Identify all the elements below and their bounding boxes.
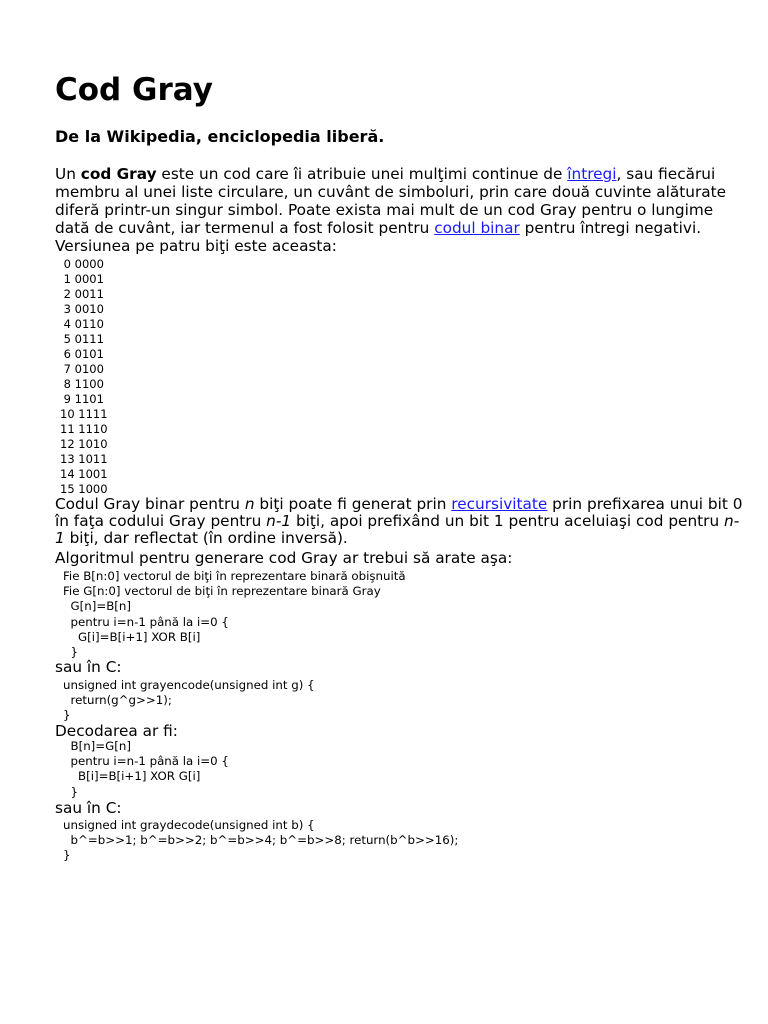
gray-code-row: 2 0011 bbox=[60, 287, 104, 301]
gray-code-table bbox=[60, 257, 108, 497]
gray-code-row: 5 0111 bbox=[60, 332, 104, 346]
code-line: unsigned int graydecode(unsigned int b) { bbox=[63, 818, 315, 832]
gray-code-row: 7 0100 bbox=[60, 362, 104, 376]
decode-algorithm-code bbox=[63, 739, 229, 800]
code-line: } bbox=[63, 708, 71, 723]
para2-text-1: Codul Gray binar pentru bbox=[55, 495, 245, 513]
para2-italic-n-1: n-1 bbox=[266, 512, 292, 530]
intro-bold-term: cod Gray bbox=[80, 165, 157, 183]
gray-code-row: 14 1001 bbox=[60, 467, 108, 481]
link-intregi[interactable]: întregi bbox=[567, 165, 617, 183]
c-encode-label: sau în C: bbox=[55, 658, 122, 676]
code-line: pentru i=n-1 până la i=0 { bbox=[63, 754, 229, 769]
link-recursivitate[interactable]: recursivitate bbox=[451, 495, 548, 513]
intro-text-4: pentru întregi negativi. Versiunea pe patru biţi este aceasta: bbox=[55, 219, 702, 255]
code-line: B[n]=G[n] bbox=[63, 739, 131, 753]
code-line: G[n]=B[n] bbox=[63, 599, 131, 614]
gray-code-row: 15 1000 bbox=[60, 482, 108, 496]
para2-text-4: biţi, apoi prefixând un bit 1 pentru aceluiaşi cod pentru bbox=[291, 512, 725, 530]
code-line: B[i]=B[i+1] XOR G[i] bbox=[63, 769, 201, 784]
para2-text-3: prin prefixarea unui bit 0 în faţa codului Gray pentru bbox=[55, 495, 743, 530]
c-decode-code bbox=[63, 818, 458, 864]
gray-code-row: 6 0101 bbox=[60, 347, 104, 361]
gray-code-row: 0 0000 bbox=[60, 257, 104, 271]
intro-paragraph bbox=[55, 165, 745, 255]
gray-code-row: 10 1111 bbox=[60, 407, 108, 421]
gray-code-row: 12 1010 bbox=[60, 437, 108, 451]
para2-italic-n: n bbox=[244, 495, 255, 513]
code-line: b^=b>>1; b^=b>>2; b^=b>>4; b^=b>>8; return(b^b>>16); bbox=[63, 833, 459, 848]
gray-code-row: 3 0010 bbox=[60, 302, 104, 316]
recursion-paragraph bbox=[55, 496, 745, 547]
c-encode-code bbox=[63, 678, 315, 724]
code-line: } bbox=[63, 848, 71, 863]
decode-label: Decodarea ar fi: bbox=[55, 722, 178, 740]
para2-italic-n-1b: n-1 bbox=[55, 512, 740, 547]
gray-code-row: 8 1100 bbox=[60, 377, 104, 391]
gray-code-row: 13 1011 bbox=[60, 452, 108, 466]
code-line: Fie G[n:0] vectorul de biţi în reprezentare binară Gray bbox=[63, 584, 381, 599]
code-line: return(g^g>>1); bbox=[63, 693, 172, 708]
gray-code-row: 4 0110 bbox=[60, 317, 104, 331]
c-decode-label: sau în C: bbox=[55, 799, 122, 817]
code-line: unsigned int grayencode(unsigned int g) { bbox=[63, 678, 315, 692]
intro-text-3: , sau fiecărui membru al unei liste circulare, un cuvânt de simboluri, prin care două cuvinte alăturate diferă printr-un singur simbol. Poate exista mai mult de un cod Gray pentru o lungime dată de cuvânt, iar termenul a fost folosit pentru bbox=[55, 165, 727, 237]
intro-text-1: Un bbox=[55, 165, 81, 183]
page-title: Cod Gray bbox=[55, 72, 213, 108]
link-codul-binar[interactable]: codul binar bbox=[434, 219, 520, 237]
algorithm-heading: Algoritmul pentru generare cod Gray ar trebui să arate aşa: bbox=[55, 549, 513, 567]
page-subtitle: De la Wikipedia, enciclopedia liberă. bbox=[55, 127, 385, 146]
code-line: } bbox=[63, 645, 79, 660]
intro-text-2: este un cod care îi atribuie unei mulţimi continue de bbox=[156, 165, 568, 183]
gray-code-row: 1 0001 bbox=[60, 272, 104, 286]
code-line: Fie B[n:0] vectorul de biţi în reprezentare binară obişnuită bbox=[63, 569, 406, 583]
gray-code-row: 9 1101 bbox=[60, 392, 104, 406]
para2-text-2: biţi poate fi generat prin bbox=[254, 495, 452, 513]
code-line: G[i]=B[i+1] XOR B[i] bbox=[63, 629, 201, 644]
code-line: pentru i=n-1 până la i=0 { bbox=[63, 614, 229, 629]
encode-algorithm-code bbox=[63, 569, 406, 660]
gray-code-row: 11 1110 bbox=[60, 422, 108, 436]
para2-text-5: biţi, dar reflectat (în ordine inversă). bbox=[64, 529, 348, 547]
code-line: } bbox=[63, 784, 79, 799]
